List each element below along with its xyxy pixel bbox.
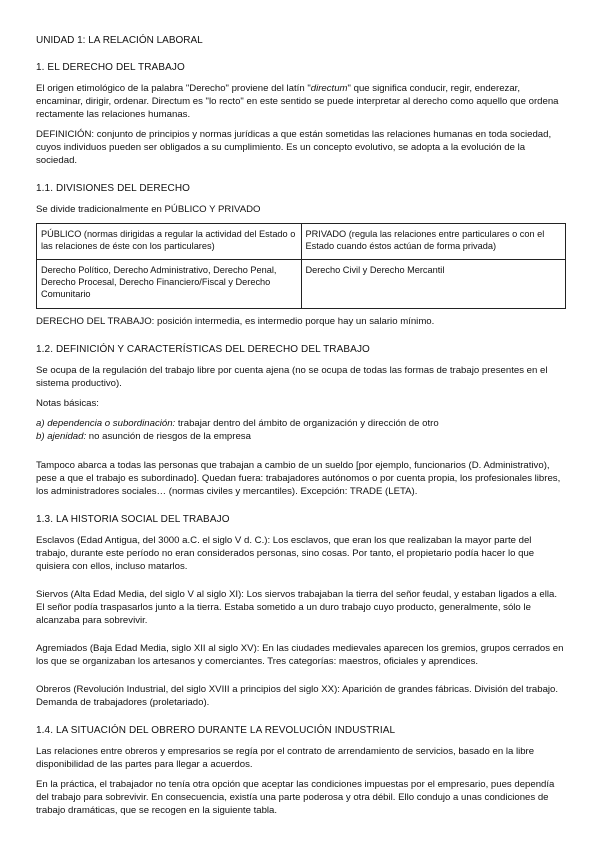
- section-heading: 1.3. LA HISTORIA SOCIAL DEL TRABAJO: [36, 514, 230, 525]
- paragraph-practica: En la práctica, el trabajador no tenía otra opción que aceptar las condiciones impuestas por el empresario, pues dependía del trabajo para sobrevivir. En consecuencia, existía una parte poderosa y otra débil. Ello condujo a unas condiciones de trabajo dramáticas, que se recogen en la siguiente tabla.: [36, 779, 555, 816]
- text-run: " que significa conducir, regir, enderezar, encaminar, dirigir, ordenar. Directum es "lo recto" en este sentido se puede interpretar al derecho como aquello que ordena rectamente las relaciones humanas.: [36, 83, 559, 120]
- table-cell-privado-list: Derecho Civil y Derecho Mercantil: [301, 260, 566, 309]
- paragraph-derecho-trabajo: DERECHO DEL TRABAJO: posición intermedia, es intermedio porque hay un salario mínimo.: [36, 316, 435, 327]
- notes-label: Notas básicas:: [36, 398, 99, 409]
- section-heading: 1.1. DIVISIONES DEL DERECHO: [36, 183, 191, 194]
- unit-title: UNIDAD 1: LA RELACIÓN LABORAL: [36, 35, 203, 46]
- table-cell-privado: PRIVADO (regula las relaciones entre particulares o con el Estado cuando éstos actúan de forma privada): [301, 224, 566, 260]
- table-cell-publico: PÚBLICO (normas dirigidas a regular la actividad del Estado o las relaciones de éste con los particulares): [37, 224, 302, 260]
- section-definicion-caracteristicas: [36, 343, 566, 498]
- section-heading: 1. EL DERECHO DEL TRABAJO: [36, 62, 185, 73]
- notes-list: [36, 417, 566, 443]
- section-situacion-obrero: [36, 724, 566, 817]
- paragraph-definition: DEFINICIÓN: conjunto de principios y normas jurídicas a que están sometidas las relaciones humanas en toda sociedad, cuyos individuos pueden ser obligados a su cumplimiento. Es un concepto evolutivo, se adopta a la evolución de la sociedad.: [36, 129, 552, 166]
- paragraph-exclusions: Tampoco abarca a todas las personas que trabajan a cambio de un sueldo [por ejemplo, funcionarios (D. Administrativo), pese a que el trabajo es subordinado]. Quedan fuera: trabajadores autónomos o por cuenta propia, los profesionales libres, los administradores sociales… (normas civiles y mercantiles). Excepción: TRADE (LETA).: [36, 460, 561, 497]
- italic-term: b) ajenidad:: [36, 431, 87, 442]
- table-cell-publico-list: Derecho Político, Derecho Administrativo, Derecho Penal, Derecho Procesal, Derecho Financiero/Fiscal y Derecho Comunitario: [37, 260, 302, 309]
- paragraph-esclavos: Esclavos (Edad Antigua, del 3000 a.C. el siglo V d. C.): Los esclavos, que eran los que realizaban la mayor parte del trabajo, durante este período no eran considerados personas, sino cosas. Por tanto, el propietario podía hacer lo que quisiera con ellos, incluso matarlos.: [36, 535, 535, 572]
- text-run: El origen etimológico de la palabra "Derecho" proviene del latín ": [36, 83, 311, 94]
- italic-term: a) dependencia o subordinación:: [36, 418, 176, 429]
- paragraph-agremiados: Agremiados (Baja Edad Media, siglo XII al siglo XV): En las ciudades medievales aparecen los gremios, grupos cerrados en los que se organizaban los artesanos y comerciantes. Tres categorías: maestros, oficiales y aprendices.: [36, 643, 564, 667]
- section-divisiones: [36, 182, 566, 328]
- section-heading: 1.4. LA SITUACIÓN DEL OBRERO DURANTE LA REVOLUCIÓN INDUSTRIAL: [36, 725, 396, 736]
- document-page: [36, 34, 566, 824]
- section-historia-social: [36, 513, 566, 709]
- paragraph-obreros: Obreros (Revolución Industrial, del siglo XVIII a principios del siglo XX): Aparición de grandes fábricas. División del trabajo. Demanda de trabajadores (proletariado).: [36, 684, 559, 708]
- section-derecho-del-trabajo: [36, 61, 566, 167]
- paragraph-contrato: Las relaciones entre obreros y empresarios se regía por el contrato de arrendamiento de servicios, basado en la libre disponibilidad de las partes para llegar a acuerdos.: [36, 746, 535, 770]
- text-run: no asunción de riesgos de la empresa: [86, 431, 251, 442]
- paragraph-etymology: [36, 82, 566, 121]
- note-item: [36, 430, 566, 443]
- note-item: [36, 417, 566, 430]
- text-run: trabajar dentro del ámbito de organización y dirección de otro: [175, 418, 439, 429]
- divisions-table: [36, 223, 566, 309]
- paragraph-scope: Se ocupa de la regulación del trabajo libre por cuenta ajena (no se ocupa de todas las formas de trabajo presentes en el sistema productivo).: [36, 365, 548, 389]
- italic-term: directum: [310, 83, 348, 94]
- table-row: [37, 260, 566, 309]
- section-heading: 1.2. DEFINICIÓN Y CARACTERÍSTICAS DEL DERECHO DEL TRABAJO: [36, 344, 370, 355]
- paragraph-intro: Se divide tradicionalmente en PÚBLICO Y PRIVADO: [36, 204, 261, 215]
- table-row: [37, 224, 566, 260]
- paragraph-siervos: Siervos (Alta Edad Media, del siglo V al siglo XI): Los siervos trabajaban la tierra del señor feudal, y estaban ligados a ella. El señor podía traspasarlos junto a la tierra. Estaba sometido a un duro trabajo cuyo producto, generalmente, sólo le alcanzaba para sobrevivir.: [36, 589, 558, 626]
